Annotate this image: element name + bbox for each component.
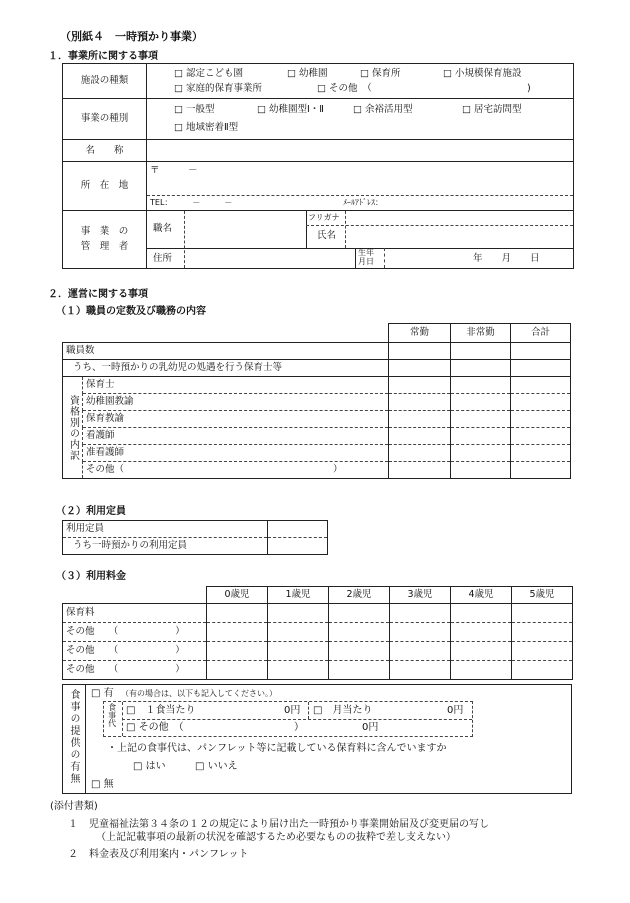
opt-kyotaku[interactable]: □ 居宅訪問型 bbox=[462, 104, 522, 115]
staff-count-label: 職員数 bbox=[63, 343, 389, 360]
qual-junkangoshi-ft[interactable] bbox=[389, 445, 451, 462]
fee-row-other-1: その他 （ ） bbox=[63, 623, 207, 642]
ichiji-staff-label: うち、一時預かりの乳幼児の処遇を行う保育士等 bbox=[63, 360, 389, 377]
postal-code: 〒 － bbox=[150, 165, 198, 176]
opt-kateiteki[interactable]: □ 家庭的保育事業所 bbox=[174, 83, 262, 94]
fee-cell[interactable] bbox=[512, 623, 573, 642]
meal-label: 食事の提供の有無 bbox=[68, 689, 79, 785]
fee-cell[interactable] bbox=[329, 642, 390, 661]
fee-table bbox=[62, 586, 573, 680]
fee-subheading: （３）利用料金 bbox=[56, 571, 126, 582]
attach-item-1: 児童福祉法第３４条の１２の規定により届け出た一時預かり事業開始届及び変更届の写し bbox=[89, 819, 489, 830]
person-name-label: 氏名 bbox=[317, 230, 337, 241]
qual-youchien-pt[interactable] bbox=[451, 394, 511, 411]
fee-cell[interactable] bbox=[207, 623, 268, 642]
ichiji-capacity-label: うち一時預かりの利用定員 bbox=[63, 538, 268, 555]
col-fulltime: 常勤 bbox=[389, 324, 451, 343]
fee-cell[interactable] bbox=[268, 661, 329, 680]
section2-heading: ２．運営に関する事項 bbox=[48, 289, 148, 300]
residence-label: 住所 bbox=[153, 253, 173, 264]
birth-label: 生年 月日 bbox=[358, 248, 374, 266]
facility-table bbox=[62, 63, 574, 269]
fee-row-other-2: その他 （ ） bbox=[63, 642, 207, 661]
fee-cell[interactable] bbox=[512, 604, 573, 623]
answer-no-checkbox[interactable]: □ いいえ bbox=[195, 761, 238, 772]
meal-fee-label: 食事代 bbox=[107, 703, 117, 727]
name-field[interactable] bbox=[147, 140, 574, 162]
col-total: 合計 bbox=[511, 324, 571, 343]
qual-hoikushi-pt[interactable] bbox=[451, 377, 511, 394]
qual-row-other: その他（ ） bbox=[83, 462, 389, 479]
opt-youchien[interactable]: □ 幼稚園 bbox=[287, 68, 328, 79]
fee-cell[interactable] bbox=[390, 604, 451, 623]
fee-cell[interactable] bbox=[329, 604, 390, 623]
fee-cell[interactable] bbox=[512, 642, 573, 661]
per-meal-yen: 0円 bbox=[284, 705, 301, 716]
opt-shokibo[interactable]: □ 小規模保育施設 bbox=[443, 68, 522, 79]
qual-breakdown-label: 資格別の内訳 bbox=[63, 377, 83, 479]
staff-count-total[interactable] bbox=[511, 343, 571, 360]
section1-heading: １．事業所に関する事項 bbox=[48, 51, 158, 62]
fee-cell[interactable] bbox=[329, 661, 390, 680]
fee-col-1: 1歳児 bbox=[268, 587, 329, 604]
fee-col-2: 2歳児 bbox=[329, 587, 390, 604]
attach-num-1: １ bbox=[68, 819, 78, 830]
address-divider bbox=[147, 195, 573, 196]
answer-yes-checkbox[interactable]: □ はい bbox=[133, 761, 166, 772]
per-meal-checkbox[interactable]: □ １食当たり bbox=[126, 705, 196, 716]
mail-label: ﾒｰﾙｱﾄﾞﾚｽ： bbox=[343, 198, 383, 207]
address-field[interactable] bbox=[147, 162, 574, 211]
opt-hoikusho[interactable]: □ 保育所 bbox=[360, 68, 401, 79]
qual-junkangoshi-pt[interactable] bbox=[451, 445, 511, 462]
capacity-subheading: （２）利用定員 bbox=[56, 506, 126, 517]
ichiji-fulltime[interactable] bbox=[389, 360, 451, 377]
opt-other[interactable]: □ その他 （ bbox=[317, 83, 372, 94]
fee-cell[interactable] bbox=[390, 623, 451, 642]
fee-col-0: 0歳児 bbox=[207, 587, 268, 604]
staff-count-parttime[interactable] bbox=[451, 343, 511, 360]
qual-hoikushi-total[interactable] bbox=[511, 377, 571, 394]
qual-row-youchien: 幼稚園教諭 bbox=[83, 394, 389, 411]
business-type-options bbox=[147, 99, 574, 140]
qual-hoikukyoyu-ft[interactable] bbox=[389, 411, 451, 428]
opt-youchien-gata[interactable]: □ 幼稚園型Ⅰ・Ⅱ bbox=[257, 104, 324, 115]
opt-yoyu[interactable]: □ 余裕活用型 bbox=[353, 104, 413, 115]
qual-row-junkangoshi: 准看護師 bbox=[83, 445, 389, 462]
fee-row-other-3: その他 （ ） bbox=[63, 661, 207, 680]
qual-row-hoikushi: 保育士 bbox=[83, 377, 389, 394]
capacity-value[interactable] bbox=[268, 521, 328, 538]
facility-type-label: 施設の種類 bbox=[63, 64, 147, 99]
meal-yes-note: （有の場合は、以下も記入してください。） bbox=[121, 689, 277, 698]
business-type-label: 事業の種別 bbox=[63, 99, 147, 140]
fee-col-3: 3歳児 bbox=[390, 587, 451, 604]
qual-other-ft[interactable] bbox=[389, 462, 451, 479]
meal-no-checkbox[interactable]: □ 無 bbox=[91, 779, 114, 790]
col-parttime: 非常勤 bbox=[451, 324, 511, 343]
fee-cell[interactable] bbox=[268, 604, 329, 623]
fee-cell[interactable] bbox=[207, 661, 268, 680]
manager-fields bbox=[147, 211, 574, 269]
fee-cell[interactable] bbox=[207, 642, 268, 661]
opt-ippan[interactable]: □ 一般型 bbox=[174, 104, 215, 115]
qual-kangoshi-ft[interactable] bbox=[389, 428, 451, 445]
qual-hoikukyoyu-total[interactable] bbox=[511, 411, 571, 428]
meal-fee-box bbox=[103, 701, 473, 737]
ichiji-total[interactable] bbox=[511, 360, 571, 377]
attach-item-2: 料金表及び利用案内・パンフレット bbox=[89, 849, 249, 860]
manager-label: 事 業 の 管 理 者 bbox=[63, 211, 147, 269]
fee-cell[interactable] bbox=[207, 604, 268, 623]
qual-kangoshi-pt[interactable] bbox=[451, 428, 511, 445]
name-label: 名 称 bbox=[63, 140, 147, 162]
fee-cell[interactable] bbox=[451, 604, 512, 623]
attachments-heading: (添付書類) bbox=[50, 801, 98, 812]
per-month-yen: 0円 bbox=[447, 705, 464, 716]
furigana-label: フリガナ bbox=[308, 213, 340, 222]
fee-cell[interactable] bbox=[390, 642, 451, 661]
meal-section bbox=[62, 684, 572, 794]
tel-label: TEL： － － bbox=[150, 198, 233, 207]
facility-type-options bbox=[147, 64, 574, 99]
fee-cell[interactable] bbox=[451, 661, 512, 680]
qual-kangoshi-total[interactable] bbox=[511, 428, 571, 445]
qual-row-hoikukyoyu: 保育教諭 bbox=[83, 411, 389, 428]
qual-hoikukyoyu-pt[interactable] bbox=[451, 411, 511, 428]
per-month-checkbox[interactable]: □ 月当たり bbox=[313, 705, 373, 716]
fee-cell[interactable] bbox=[451, 642, 512, 661]
fee-cell[interactable] bbox=[268, 642, 329, 661]
capacity-table bbox=[62, 520, 328, 555]
qual-junkangoshi-total[interactable] bbox=[511, 445, 571, 462]
opt-chiiki[interactable]: □ 地域密着Ⅱ型 bbox=[174, 122, 239, 133]
fee-cell[interactable] bbox=[390, 661, 451, 680]
form-title: （別紙４ 一時預かり事業） bbox=[60, 30, 203, 43]
qual-row-kangoshi: 看護師 bbox=[83, 428, 389, 445]
capacity-label: 利用定員 bbox=[63, 521, 268, 538]
job-title-label: 職名 bbox=[153, 223, 173, 234]
fee-col-4: 4歳児 bbox=[451, 587, 512, 604]
opt-other-close: ) bbox=[527, 83, 531, 94]
address-label: 所 在 地 bbox=[63, 162, 147, 211]
ichiji-parttime[interactable] bbox=[451, 360, 511, 377]
ichiji-capacity-value[interactable] bbox=[268, 538, 328, 555]
qual-other-total[interactable] bbox=[511, 462, 571, 479]
meal-yes-checkbox[interactable]: □ 有 bbox=[91, 688, 114, 699]
fee-col-5: 5歳児 bbox=[512, 587, 573, 604]
meal-other-close: ） bbox=[294, 722, 304, 733]
fee-row-hoikuryo: 保育料 bbox=[63, 604, 207, 623]
qual-hoikushi-ft[interactable] bbox=[389, 377, 451, 394]
qual-youchien-ft[interactable] bbox=[389, 394, 451, 411]
attach-item-1-note: （上記記載事項の最新の状況を確認するため必要なものの抜粋で差し支えない） bbox=[96, 832, 456, 843]
qual-other-pt[interactable] bbox=[451, 462, 511, 479]
fee-cell[interactable] bbox=[512, 661, 573, 680]
staff-count-fulltime[interactable] bbox=[389, 343, 451, 360]
fee-cell[interactable] bbox=[268, 623, 329, 642]
fee-cell[interactable] bbox=[329, 623, 390, 642]
fee-cell[interactable] bbox=[451, 623, 512, 642]
qual-youchien-total[interactable] bbox=[511, 394, 571, 411]
meal-other-checkbox[interactable]: □ その他 （ bbox=[126, 722, 184, 733]
meal-other-yen: 0円 bbox=[362, 722, 379, 733]
opt-nintei[interactable]: □ 認定こども園 bbox=[174, 68, 243, 79]
staff-table bbox=[62, 323, 571, 479]
staff-subheading: （１）職員の定数及び職務の内容 bbox=[56, 306, 206, 317]
meal-question: ・上記の食事代は、パンフレット等に記載している保育料に含んでいますか bbox=[107, 743, 447, 754]
birth-date: 年 月 日 bbox=[473, 253, 540, 264]
attach-num-2: ２ bbox=[68, 849, 78, 860]
